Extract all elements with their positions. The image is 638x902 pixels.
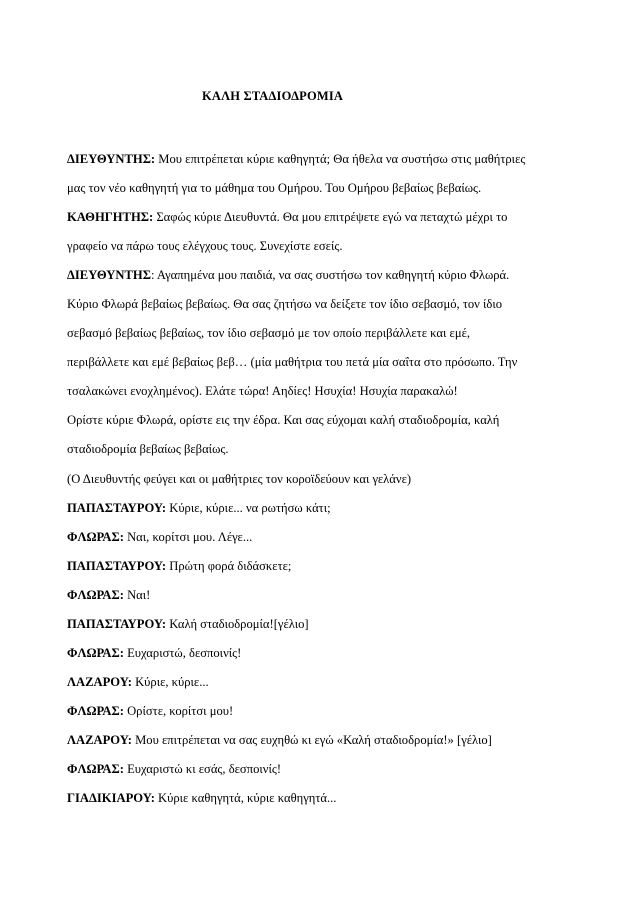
script-line: [67, 232, 547, 261]
speaker-name: ΦΛΩΡΑΣ:: [67, 529, 124, 544]
line-text: Κύριε, κύριε... να ρωτήσω κάτι;: [166, 500, 331, 515]
script-line: [67, 435, 547, 464]
line-text: Καλή σταδιοδρομία![γέλιο]: [166, 616, 309, 631]
script-line: [67, 465, 547, 494]
script-line: [67, 261, 547, 290]
script-line: [67, 552, 547, 581]
script-line: [67, 203, 547, 232]
line-text: Ναι, κορίτσι μου. Λέγε...: [123, 529, 253, 544]
line-text: Κύριε καθηγητά, κύριε καθηγητά...: [154, 791, 337, 806]
script-line: [67, 494, 547, 523]
speaker-name: ΛΑΖΑΡΟΥ:: [67, 732, 132, 747]
script-line: [67, 348, 547, 377]
script-line: [67, 145, 547, 174]
document-body: [67, 145, 547, 813]
line-text: γραφείο να πάρω τους ελέγχους τους. Συνεχίστε εσείς.: [67, 239, 343, 254]
line-text: (Ο Διευθυντής φεύγει και οι μαθήτριες τον κοροϊδεύουν και γελάνε): [67, 471, 412, 486]
script-line: [67, 726, 547, 755]
line-text: σεβασμό βεβαίως βεβαίως, τον ίδιο σεβασμό με τον οποίο περιβάλλετε και εμέ,: [67, 326, 471, 341]
speaker-name: ΦΛΩΡΑΣ:: [67, 761, 124, 776]
speaker-name: ΠΑΠΑΣΤΑΥΡΟΥ:: [67, 558, 167, 573]
script-line: [67, 639, 547, 668]
line-text: περιβάλλετε και εμέ βεβαίως βεβ… (μία μαθήτρια του πετά μία σαΐτα στο πρόσωπο. Την: [67, 355, 518, 370]
document-title: ΚΑΛΗ ΣΤΑΔΙΟΔΡΟΜΙΑ: [202, 89, 344, 103]
line-text: Κύριο Φλωρά βεβαίως βεβαίως. Θα σας ζητήσω να δείξετε τον ίδιο σεβασμό, τον ίδιο: [67, 297, 503, 312]
speaker-name: ΦΛΩΡΑΣ:: [67, 703, 124, 718]
speaker-name: ΔΙΕΥΘΥΝΤΗΣ: [67, 268, 151, 283]
line-text: Μου επιτρέπεται να σας ευχηθώ κι εγώ «Καλή σταδιοδρομία!» [γέλιο]: [131, 732, 492, 747]
speaker-name: ΔΙΕΥΘΥΝΤΗΣ:: [67, 152, 156, 166]
script-line: [67, 581, 547, 610]
speaker-name: ΛΑΖΑΡΟΥ:: [67, 674, 132, 689]
script-line: [67, 174, 547, 203]
script-line: [67, 610, 547, 639]
script-line: [67, 668, 547, 697]
line-text: Μου επιτρέπεται κύριε καθηγητά; Θα ήθελα να συστήσω στις μαθήτριες: [155, 152, 526, 166]
line-text: τσαλακώνει ενοχλημένος). Ελάτε τώρα! Αηδίες! Ησυχία! Ησυχία παρακαλώ!: [67, 384, 458, 399]
line-text: Ορίστε, κορίτσι μου!: [123, 703, 234, 718]
line-text: Ορίστε κύριε Φλωρά, ορίστε εις την έδρα. Και σας εύχομαι καλή σταδιοδρομία, καλή: [67, 413, 500, 428]
script-line: [67, 784, 547, 813]
line-text: μας τον νέο καθηγητή για το μάθημα του Ομήρου. Του Ομήρου βεβαίως βεβαίως.: [67, 181, 482, 196]
speaker-name: ΠΑΠΑΣΤΑΥΡΟΥ:: [67, 500, 167, 515]
speaker-name: ΚΑΘΗΓΗΤΗΣ:: [67, 210, 154, 225]
speaker-name: ΦΛΩΡΑΣ:: [67, 645, 124, 660]
script-line: [67, 290, 547, 319]
speaker-name: ΦΛΩΡΑΣ:: [67, 587, 124, 602]
script-line: [67, 406, 547, 435]
script-line: [67, 697, 547, 726]
line-text: Ναι!: [123, 587, 151, 602]
speaker-name: ΓΙΑΔΙΚΙΑΡΟΥ:: [67, 791, 155, 806]
line-text: Σαφώς κύριε Διευθυντά. Θα μου επιτρέψετε εγώ να πεταχτώ μέχρι το: [153, 210, 508, 225]
script-line: [67, 523, 547, 552]
script-line: [67, 377, 547, 406]
script-line: [67, 319, 547, 348]
line-text: Ευχαριστώ κι εσάς, δεσποινίς!: [123, 761, 282, 776]
line-text: Ευχαριστώ, δεσποινίς!: [123, 645, 242, 660]
script-line: [67, 755, 547, 784]
line-text: : Αγαπημένα μου παιδιά, να σας συστήσω τον καθηγητή κύριο Φλωρά.: [150, 268, 510, 283]
speaker-name: ΠΑΠΑΣΤΑΥΡΟΥ:: [67, 616, 167, 631]
line-text: σταδιοδρομία βεβαίως βεβαίως.: [67, 442, 229, 457]
line-text: Πρώτη φορά διδάσκετε;: [166, 558, 292, 573]
line-text: Κύριε, κύριε...: [131, 674, 209, 689]
